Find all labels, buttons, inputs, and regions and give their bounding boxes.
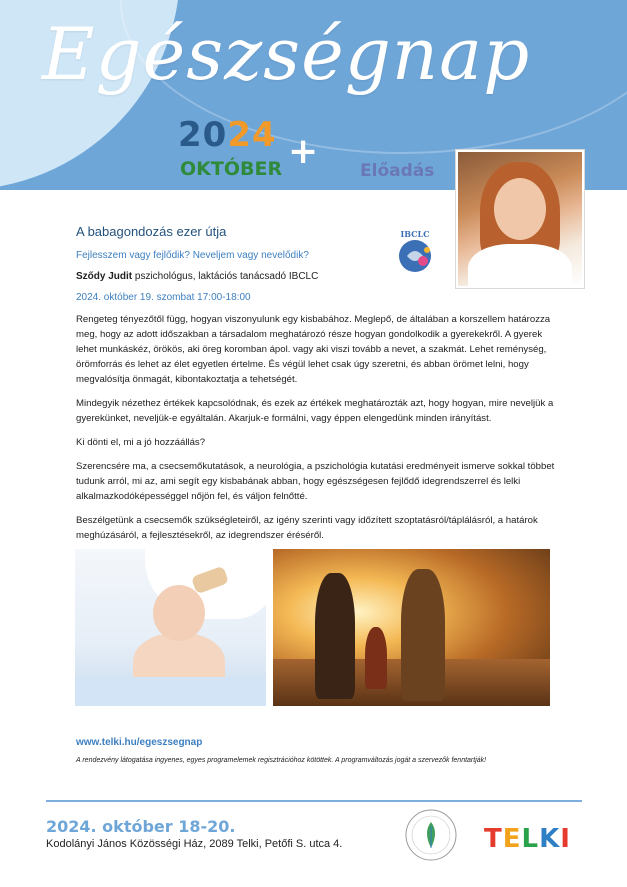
telki-letter: I <box>560 824 571 854</box>
speaker-shirt <box>468 244 572 288</box>
paragraph: Ki dönti el, mi a jó hozzáállás? <box>76 437 206 448</box>
article-subtitle: Fejlesszem vagy fejlődik? Neveljem vagy nevelődik? <box>76 250 309 261</box>
footer-divider <box>46 800 582 802</box>
paragraph: Beszélgetünk a csecsemők szükségleteiről, az igény szerinti vagy időzített szoptatásról/táplálásról, a határok meghúzásáról, a fejlesztésekről, az idegrendszer éréséről. <box>76 515 538 541</box>
paragraph: Mindegyik nézethez értékek kapcsolódnak, és ezek az értékek meghatározták azt, hogy hogyan, mire neveljük a gyerekünket, neveljük-e egyáltalán. Akarjuk-e formálni, vagy éppen elengedünk minden irányítást. <box>76 398 554 424</box>
article-title: A babagondozás ezer útja <box>76 224 227 239</box>
speaker-name: Sződy Judit <box>76 271 133 282</box>
year-part-2: 2 <box>227 115 252 155</box>
ibclc-logo-icon <box>390 228 440 278</box>
event-year <box>178 115 277 155</box>
family-photo-father <box>401 569 445 701</box>
footer-address: Kodolányi János Közösségi Ház, 2089 Telki, Petőfi S. utca 4. <box>46 838 343 850</box>
ibclc-baby-figure <box>424 247 430 253</box>
speaker-line <box>76 271 318 282</box>
footer-date: 2024. október 18-20. <box>46 817 236 836</box>
ibclc-logo-text: IBCLC <box>400 229 430 239</box>
event-type-label: Előadás <box>360 161 435 181</box>
event-month: OKTÓBER <box>180 158 283 180</box>
family-photo-child <box>365 627 387 689</box>
speaker-face <box>494 178 546 240</box>
paragraph: Szerencsére ma, a csecsemőkutatások, a neurológia, a pszichológia kutatási eredményeit ismerve sokkal többet tudunk arról, mi az, ami segít egy kisbabának abban, hogy egészségesen fejlődő idegrendszerrel és lelki alkalmazkodóképességgel nőjön fel, és váljon felnőtté. <box>76 461 555 502</box>
event-website-link[interactable]: www.telki.hu/egeszsegnap <box>76 737 203 748</box>
event-title: Egészségnap <box>42 12 531 96</box>
telki-logo <box>484 824 571 854</box>
baby-photo <box>75 549 266 706</box>
year-part-3: 4 <box>252 115 277 155</box>
year-part-1: 20 <box>178 115 228 155</box>
family-photo <box>273 549 550 706</box>
telki-letter: L <box>521 824 540 854</box>
telki-letter: E <box>502 824 522 854</box>
baby-photo-towel <box>75 677 266 706</box>
speaker-photo <box>456 150 584 288</box>
family-photo-mother <box>315 573 355 699</box>
ibclc-mother-figure <box>418 256 428 266</box>
telki-letter: T <box>484 824 503 854</box>
registration-note: A rendezvény látogatása ingyenes, egyes programelemek regisztrációhoz kötöttek. A programváltozás jogát a szervezők fenntartják! <box>76 757 487 764</box>
baby-photo-head <box>153 585 205 641</box>
event-datetime: 2024. október 19. szombat 17:00-18:00 <box>76 292 251 303</box>
plus-icon: + <box>288 131 319 172</box>
article-body <box>76 312 560 552</box>
speaker-role: pszichológus, laktációs tanácsadó IBCLC <box>132 271 319 282</box>
telki-letter: K <box>539 824 561 854</box>
community-house-logo-icon <box>404 808 458 862</box>
paragraph: Rengeteg tényezőtől függ, hogyan viszonyulunk egy kisbabához. Meglepő, de általában a korszellem határozza meg, hogy az adott időszakban a társadalom meghatározó része hogyan gondolkodik a gyerekekről. A gyerek lehet munkáskéz, örökös, aki öreg koromban ápol. vagy aki viszi tovább a nevet, a szakmát. Lehet reménység, örömforrás és lehet az élet egyetlen értelme. És végül lehet csak úgy szeretni, és abban örömet lelni, hogy megvalósítja önmagát, kibontakoztatja a tehetségét. <box>76 314 551 385</box>
